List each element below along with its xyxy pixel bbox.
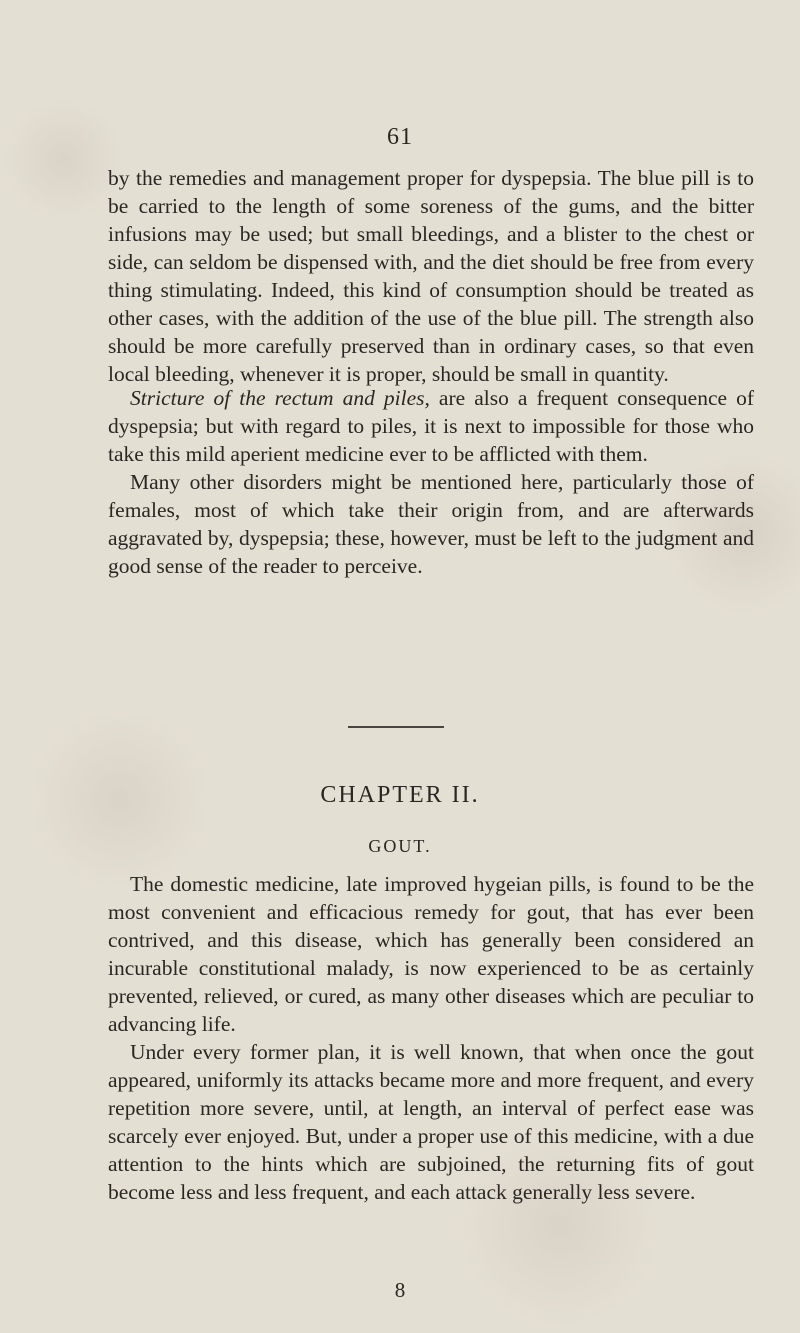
opening-text	[108, 164, 754, 388]
chapter-title: CHAPTER II.	[320, 782, 480, 808]
section-title: GOUT.	[368, 836, 432, 856]
stricture-rest: are also a frequent consequence of dyspepsia; but with regard to piles, it is next to impossible for those who take this mild aperient medicine ever to be afflicted with them.	[108, 386, 754, 466]
continuation-text	[108, 384, 754, 580]
printer-signature: 8	[394, 1278, 406, 1302]
paragraph-many-other: Many other disorders might be mentioned here, particularly those of females, most of which take their origin from, and are afterwards aggravated by, dyspepsia; these, however, must be left to the judgment and good sense of the reader to perceive.	[108, 470, 754, 578]
paragraph-under-every-plan: Under every former plan, it is well known, that when once the gout appeared, uniformly its attacks became more and more frequent, and every repetition more severe, until, at length, an interval of perfect ease was scarcely ever enjoyed. But, under a proper use of this medicine, with a due attention to the hints which are subjoined, the returning fits of gout become less and less frequent, and each attack generally less severe.	[108, 1040, 754, 1204]
stricture-italic-lead: Stricture of the rectum and piles,	[130, 386, 430, 410]
page-number: 61	[387, 124, 413, 150]
paragraph-remedies: by the remedies and management proper for dyspepsia. The blue pill is to be carried to the length of some soreness of the gums, and the bitter infusions may be used; but small bleedings, and a blister to the chest or side, can seldom be dispensed with, and the diet should be free from every thing stimulating. Indeed, this kind of consumption should be treated as other cases, with the addition of the use of the blue pill. The strength also should be more carefully preserved than in ordinary cases, so that even local bleeding, whenever it is proper, should be small in quantity.	[108, 166, 754, 386]
gout-text	[108, 870, 754, 1206]
paragraph-domestic-medicine: The domestic medicine, late improved hygeian pills, is found to be the most convenient and efficacious remedy for gout, that has ever been contrived, and this disease, which has generally been considered an incurable constitutional malady, is now experienced to be as certainly prevented, relieved, or cured, as many other diseases which are peculiar to advancing life.	[108, 872, 754, 1036]
section-divider	[348, 726, 444, 728]
paragraph-stricture	[108, 384, 754, 468]
